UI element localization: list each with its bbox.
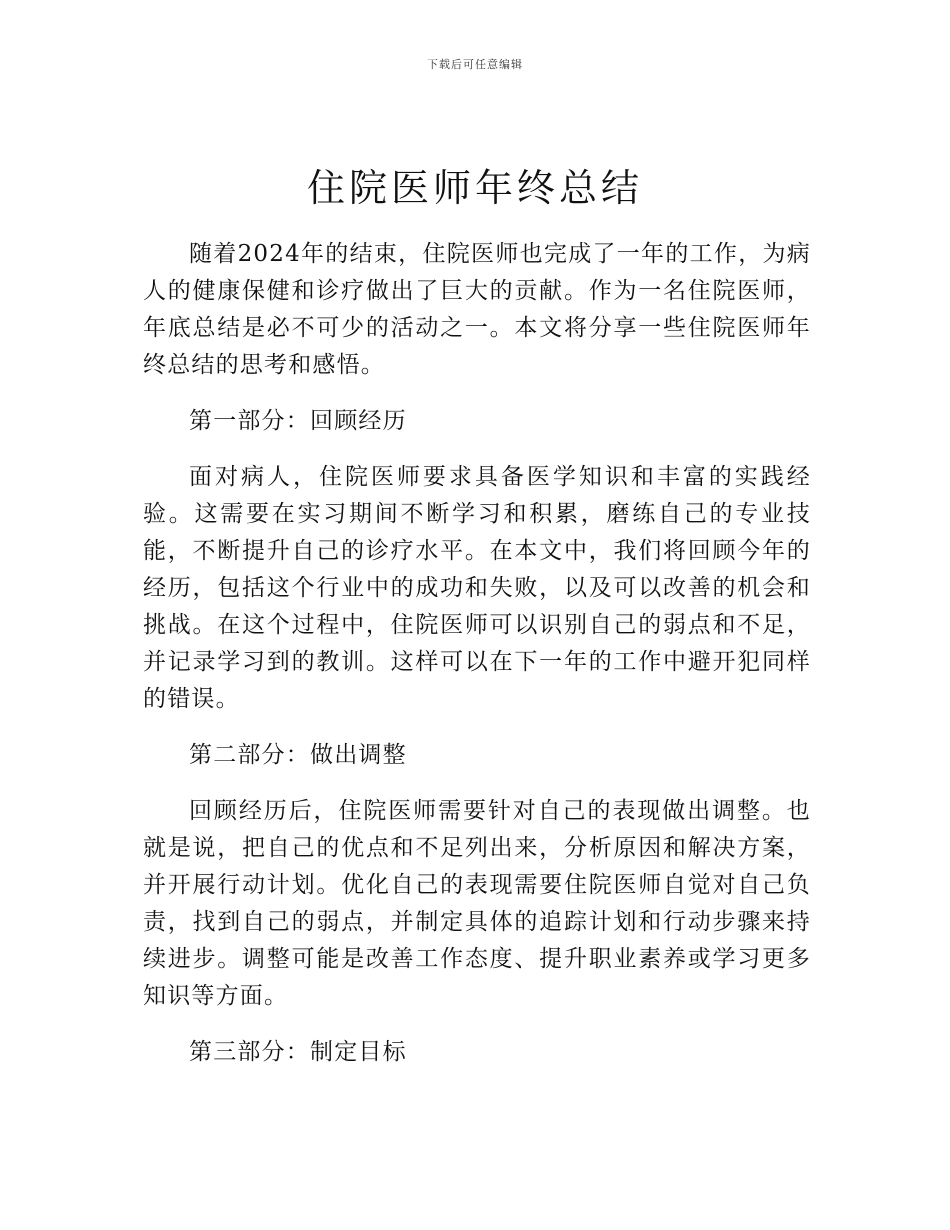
document-title: 住院医师年终总结 [306, 166, 643, 210]
section-2-paragraph: 回顾经历后，住院医师需要针对自己的表现做出调整。也就是说，把自己的优点和不足列出来，分析原因和解决方案，并开展行动计划。优化自己的表现需要住院医师自觉对自己负责，找到自己的弱点，并制定具体的追踪计划和行动步骤来持续进步。调整可能是改善工作态度、提升职业素养或学习更多知识等方面。 [143, 798, 811, 1009]
section-1-heading: 第一部分：回顾经历 [189, 408, 407, 434]
intro-paragraph: 随着2024年的结束，住院医师也完成了一年的工作，为病人的健康保健和诊疗做出了巨大的贡献。作为一名住院医师，年底总结是必不可少的活动之一。本文将分享一些住院医师年终总结的思考和感悟。 [143, 241, 811, 378]
document-body [143, 236, 811, 1090]
section-3-heading: 第三部分：制定目标 [189, 1039, 407, 1065]
section-2-heading: 第二部分：做出调整 [189, 742, 407, 768]
header-note: 下载后可任意编辑 [427, 58, 523, 71]
section-1-paragraph: 面对病人，住院医师要求具备医学知识和丰富的实践经验。这需要在实习期间不断学习和积累，磨练自己的专业技能，不断提升自己的诊疗水平。在本文中，我们将回顾今年的经历，包括这个行业中的成功和失败，以及可以改善的机会和挑战。在这个过程中，住院医师可以识别自己的弱点和不足，并记录学习到的教训。这样可以在下一年的工作中避开犯同样的错误。 [143, 464, 811, 712]
